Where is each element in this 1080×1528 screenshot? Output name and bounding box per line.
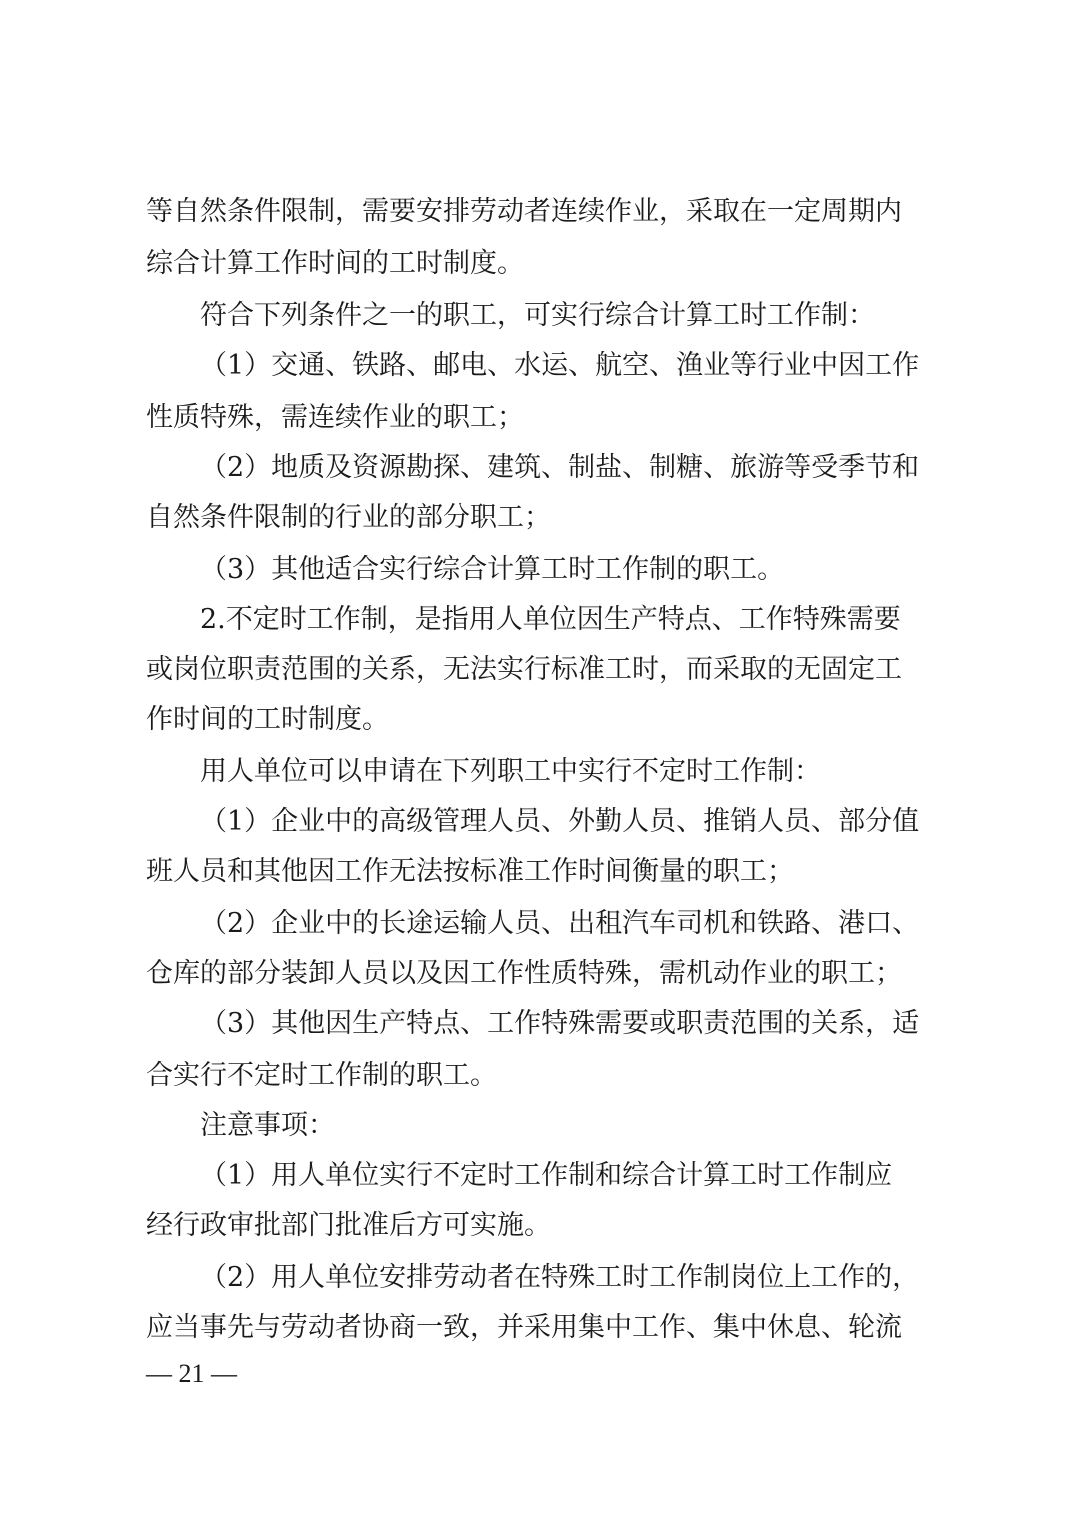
text-line: 经行政审批部门批准后方可实施。: [146, 1210, 551, 1241]
text-line: （2）企业中的长途运输人员、出租汽车司机和铁路、港口、: [200, 908, 920, 939]
text-line: 注意事项：: [200, 1110, 335, 1141]
text-line: （2）用人单位安排劳动者在特殊工时工作制岗位上工作的，: [200, 1262, 920, 1293]
text-line: 仓库的部分装卸人员以及因工作性质特殊，需机动作业的职工；: [146, 958, 902, 989]
text-line: （3）其他适合实行综合计算工时工作制的职工。: [200, 554, 785, 585]
text-line: 用人单位可以申请在下列职工中实行不定时工作制：: [200, 756, 821, 787]
text-line: （2）地质及资源勘探、建筑、制盐、制糖、旅游等受季节和: [200, 452, 920, 483]
text-line: 综合计算工作时间的工时制度。: [146, 248, 524, 279]
page-number: — 21 —: [146, 1359, 237, 1388]
text-line: 符合下列条件之一的职工，可实行综合计算工时工作制：: [200, 300, 875, 331]
text-line: 合实行不定时工作制的职工。: [146, 1060, 497, 1091]
text-line: （3）其他因生产特点、工作特殊需要或职责范围的关系，适: [200, 1008, 920, 1039]
text-line: 应当事先与劳动者协商一致，并采用集中工作、集中休息、轮流: [146, 1312, 902, 1343]
text-line: 2.不定时工作制，是指用人单位因生产特点、工作特殊需要: [200, 604, 901, 635]
text-line: 班人员和其他因工作无法按标准工作时间衡量的职工；: [146, 856, 794, 887]
text-line: 作时间的工时制度。: [146, 704, 389, 735]
text-line: 等自然条件限制，需要安排劳动者连续作业，采取在一定周期内: [146, 196, 902, 227]
text-line: 性质特殊，需连续作业的职工；: [146, 402, 524, 433]
text-line: （1）交通、铁路、邮电、水运、航空、渔业等行业中因工作: [200, 350, 920, 381]
text-line: （1）企业中的高级管理人员、外勤人员、推销人员、部分值: [200, 806, 920, 837]
text-line: 自然条件限制的行业的部分职工；: [146, 502, 551, 533]
text-line: （1）用人单位实行不定时工作制和综合计算工时工作制应: [200, 1160, 893, 1191]
text-line: 或岗位职责范围的关系，无法实行标准工时，而采取的无固定工: [146, 654, 902, 685]
